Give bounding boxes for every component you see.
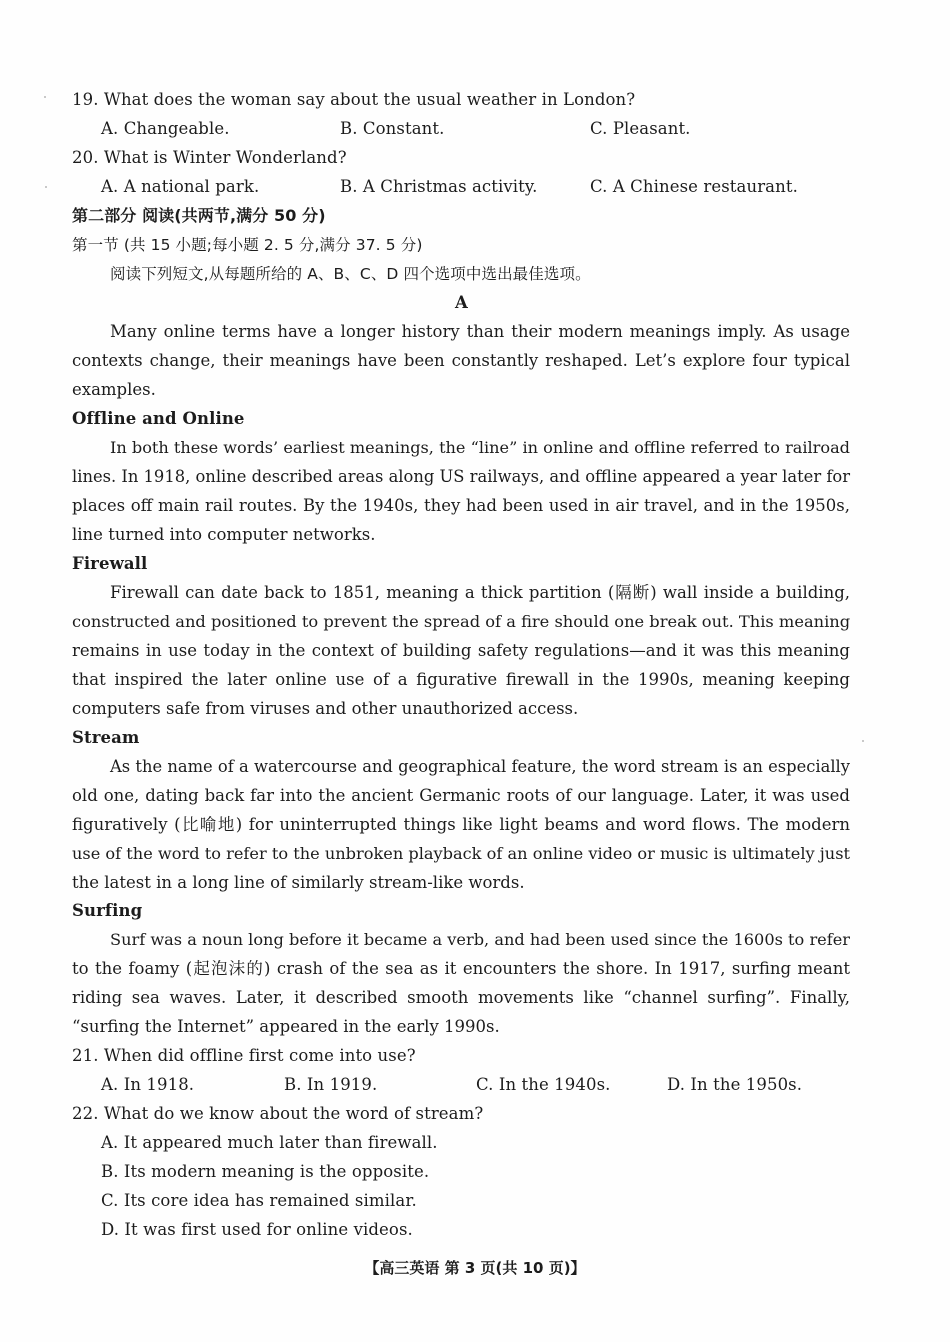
paragraph-line: that inspired the later online use of a figurative firewall in the 1990s, meaning keeping (72, 670, 850, 689)
paragraph-line: “surfing the Internet” appeared in the early 1990s. (72, 1017, 500, 1036)
paragraph-line: remains in use today in the context of building safety regulations—and it was this meaning (72, 641, 850, 660)
question-21: 21. When did offline first come into use? (72, 1046, 416, 1065)
passage-letter: A (455, 293, 468, 312)
scan-speck (44, 96, 46, 98)
paragraph-line: lines. In 1918, online described areas along US railways, and offline appeared a year later for (72, 467, 851, 486)
q19-option-a[interactable]: A. Changeable. (101, 119, 230, 138)
part2-heading: 第二部分 阅读(共两节,满分 50 分) (72, 206, 326, 225)
paragraph-line: line turned into computer networks. (72, 525, 376, 544)
q20-option-b[interactable]: B. A Christmas activity. (340, 177, 538, 196)
intro-line: Many online terms have a longer history than their modern meanings imply. As usage (110, 322, 850, 341)
paragraph-line: the latest in a long line of similarly stream-like words. (72, 873, 525, 892)
q21-option-d[interactable]: D. In the 1950s. (667, 1075, 803, 1094)
q19-option-b[interactable]: B. Constant. (340, 119, 445, 138)
scan-speck (45, 186, 47, 188)
section-title-surfing: Surfing (72, 901, 143, 920)
reading-instruction: 阅读下列短文,从每题所给的 A、B、C、D 四个选项中选出最佳选项。 (110, 265, 591, 283)
q22-option-b[interactable]: B. Its modern meaning is the opposite. (101, 1162, 430, 1181)
paragraph-line: Surf was a noun long before it became a verb, and had been used since the 1600s to refer (110, 930, 850, 949)
page-footer: 【高三英语 第 3 页(共 10 页)】 (364, 1259, 586, 1277)
question-20: 20. What is Winter Wonderland? (72, 148, 347, 167)
q22-option-c[interactable]: C. Its core idea has remained similar. (101, 1191, 417, 1210)
q21-option-b[interactable]: B. In 1919. (284, 1075, 378, 1094)
intro-line: examples. (72, 380, 156, 399)
paragraph-line: computers safe from viruses and other unauthorized access. (72, 699, 579, 718)
paragraph-line: Firewall can date back to 1851, meaning a thick partition (隔断) wall inside a building, (110, 583, 850, 602)
question-22: 22. What do we know about the word of stream? (72, 1104, 484, 1123)
q21-option-c[interactable]: C. In the 1940s. (476, 1075, 611, 1094)
q19-option-c[interactable]: C. Pleasant. (590, 119, 691, 138)
scan-speck (862, 740, 864, 742)
section-title-firewall: Firewall (72, 554, 148, 573)
section1-heading: 第一节 (共 15 小题;每小题 2. 5 分,满分 37. 5 分) (72, 236, 423, 254)
paragraph-line: riding sea waves. Later, it described smooth movements like “channel surfing”. Finally, (72, 988, 850, 1007)
paragraph-line: to the foamy (起泡沫的) crash of the sea as it encounters the shore. In 1917, surfing meant (72, 959, 850, 978)
section-title-stream: Stream (72, 728, 140, 747)
q20-option-a[interactable]: A. A national park. (101, 177, 260, 196)
q20-option-c[interactable]: C. A Chinese restaurant. (590, 177, 798, 196)
section-title-offline-online: Offline and Online (72, 409, 245, 428)
q22-option-a[interactable]: A. It appeared much later than firewall. (101, 1133, 438, 1152)
question-19: 19. What does the woman say about the usual weather in London? (72, 90, 636, 109)
q21-option-a[interactable]: A. In 1918. (101, 1075, 195, 1094)
paragraph-line: In both these words’ earliest meanings, the “line” in online and offline referred to railroad (110, 438, 850, 457)
paragraph-line: figuratively (比喻地) for uninterrupted things like light beams and word flows. The modern (72, 815, 850, 834)
paragraph-line: constructed and positioned to prevent the spread of a fire should one break out. This meaning (72, 612, 851, 631)
paragraph-line: use of the word to refer to the unbroken playback of an online video or music is ultimately just (72, 844, 850, 863)
intro-line: contexts change, their meanings have been constantly reshaped. Let’s explore four typical (72, 351, 850, 370)
paragraph-line: old one, dating back far into the ancient Germanic roots of our language. Later, it was used (72, 786, 850, 805)
paragraph-line: As the name of a watercourse and geographical feature, the word stream is an especially (110, 757, 850, 776)
q22-option-d[interactable]: D. It was first used for online videos. (101, 1220, 413, 1239)
paragraph-line: places off main rail routes. By the 1940s, they had been used in air travel, and in the 1950s, (72, 496, 850, 515)
